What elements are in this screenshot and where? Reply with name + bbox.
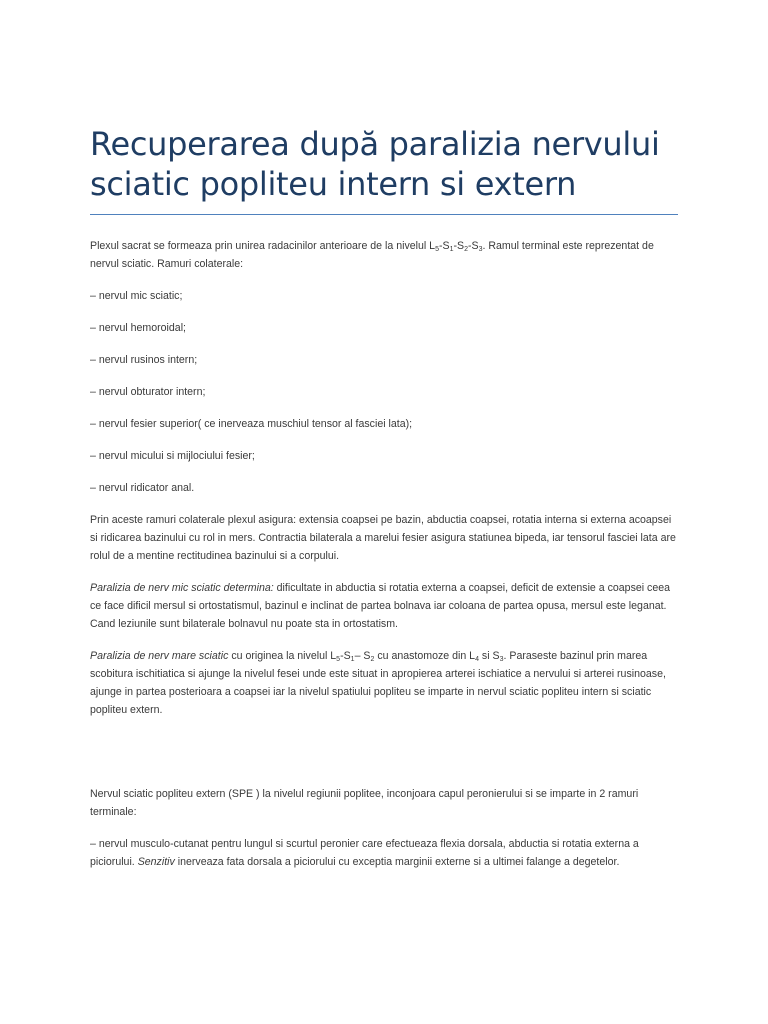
list-item: – nervul fesier superior( ce inerveaza muschiul tensor al fasciei lata); <box>90 418 413 430</box>
list-item: – nervul mic sciatic; <box>90 290 183 302</box>
list-item: – nervul micului si mijlociului fesier; <box>90 450 255 462</box>
document-body <box>90 237 678 871</box>
document-title: Recuperarea după paralizia nervului sciatic popliteu intern si extern <box>90 125 660 203</box>
spe-paragraph: Nervul sciatic popliteu extern (SPE ) la nivelul regiunii poplitee, inconjoara capul peronierului si se imparte in 2 ramuri terminale: <box>90 788 639 818</box>
list-item: – nervul obturator intern; <box>90 386 206 398</box>
list-item: – nervul rusinos intern; <box>90 354 198 366</box>
intro-paragraph: Plexul sacrat se formeaza prin unirea radacinilor anterioare de la nivelul $L_5-S_1-S_2-S_3$. Ramul terminal este reprezentat de nervul sciatic. Ramuri colaterale: <box>90 240 654 270</box>
list-item: – nervul hemoroidal; <box>90 322 186 334</box>
list-item: – nervul ridicator anal. <box>90 482 195 494</box>
branch-paragraph: – nervul musculo-cutanat pentru lungul si scurtul peronier care efectueaza flexia dorsala, abductia si rotatia externa a piciorului. Senzitiv inerveaza fata dorsala a piciorului cu exceptia marginii externe si a ultimei falange a degetelor. <box>90 838 639 868</box>
functions-paragraph: Prin aceste ramuri colaterale plexul asigura: extensia coapsei pe bazin, abductia coapsei, rotatia interna si externa acoapsei si ridicarea bazinului cu rol in mers. Contractia bilaterala a marelui fesier asigura statiunea bipeda, iar tensorul fasciei lata are rolul de a mentine rectitudinea bazinului si a corpului. <box>90 514 676 562</box>
title-divider <box>90 214 678 215</box>
large-sciatic-paragraph: Paralizia de nerv mare sciatic cu originea la nivelul $L_5-S_1-$ $S_2$ cu anastomoze din $L_4$ si $S_3$. Paraseste bazinul prin marea scobitura ischitiatica si ajunge la nivelul fesei unde este situat in apropierea arterei ischiatice a nervului si arterei rusinoase, ajunge in partea posterioara a coapsei iar la nivelul spatiului popliteu se imparte in nervul sciatic popliteu intern si sciatic popliteu extern. <box>90 650 666 716</box>
small-sciatic-paragraph: Paralizia de nerv mic sciatic determina: dificultate in abductia si rotatia externa a coapsei, deficit de extensie a coapsei ceea ce face dificil mersul si ortostatismul, bazinul e inclinat de partea bolnava iar coloana de partea opusa, mersul este leganat. Cand leziunile sunt bilaterale bolnavul nu poate sta in ortostatism. <box>90 582 671 630</box>
